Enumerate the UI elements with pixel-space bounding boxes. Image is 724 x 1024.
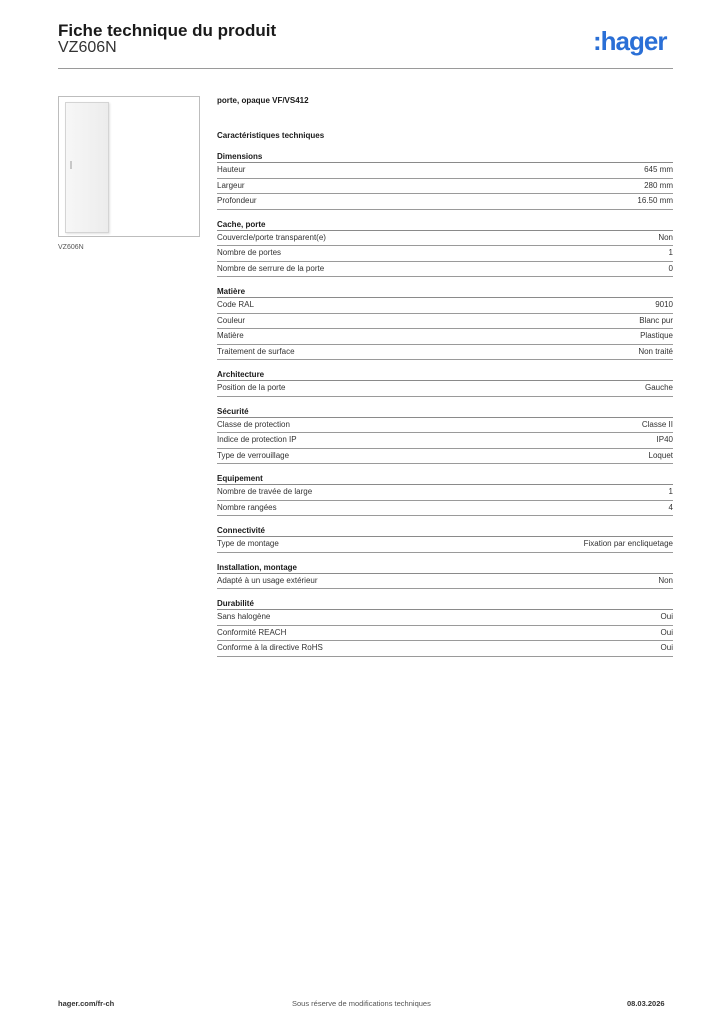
spec-value: Plastique [640, 331, 673, 340]
spec-label: Traitement de surface [217, 346, 295, 356]
section-title: Durabilité [217, 598, 673, 610]
section-title: Dimensions [217, 151, 673, 163]
spec-label: Type de verrouillage [217, 450, 290, 460]
spec-value: 280 mm [644, 180, 673, 190]
spec-row [217, 418, 673, 434]
footer-date: 08.03.2026 [627, 999, 665, 1008]
spec-label: Nombre de portes [217, 248, 282, 257]
spec-value: 1 [668, 487, 673, 496]
spec-value: Oui [660, 627, 673, 637]
spec-table [217, 150, 673, 666]
section-title: Cache, porte [217, 219, 673, 231]
spec-label: Code RAL [217, 300, 254, 309]
spec-label: Nombre rangées [217, 502, 277, 512]
spec-row [217, 626, 673, 642]
spec-value: Fixation par encliquetage [583, 539, 673, 548]
spec-label: Position de la porte [217, 383, 286, 392]
spec-row [217, 194, 673, 210]
product-code: VZ606N [58, 39, 117, 56]
spec-label: Nombre de travée de large [217, 487, 313, 496]
spec-row [217, 329, 673, 345]
spec-row [217, 298, 673, 314]
spec-section [217, 473, 673, 516]
spec-value: Classe II [641, 419, 673, 429]
spec-row [217, 246, 673, 262]
spec-value: 1 [668, 248, 673, 257]
spec-section [217, 598, 673, 657]
spec-label: Couvercle/porte transparent(e) [217, 232, 326, 242]
spec-value: Gauche [644, 383, 673, 392]
spec-row [217, 231, 673, 247]
spec-section [217, 562, 673, 590]
spec-row [217, 345, 673, 361]
spec-label: Sans halogène [217, 612, 271, 621]
section-title: Architecture [217, 369, 673, 381]
spec-label: Conformité REACH [217, 627, 287, 637]
spec-row [217, 433, 673, 449]
spec-label: Adapté à un usage extérieur [217, 575, 318, 585]
spec-label: Indice de protection IP [217, 435, 297, 444]
spec-label: Matière [217, 331, 244, 340]
spec-value: 9010 [655, 300, 673, 309]
spec-row [217, 537, 673, 553]
product-description: porte, opaque VF/VS412 [217, 96, 309, 105]
spec-row [217, 449, 673, 465]
spec-value: Oui [660, 643, 673, 652]
door-image [65, 102, 109, 233]
spec-value: Non [658, 575, 673, 585]
spec-value: Non [658, 232, 673, 242]
spec-row [217, 163, 673, 179]
spec-label: Largeur [217, 180, 245, 190]
spec-section [217, 151, 673, 210]
door-handle [70, 161, 72, 169]
spec-section [217, 286, 673, 360]
section-title: Equipement [217, 473, 673, 485]
spec-value: Non traité [638, 346, 673, 356]
spec-row [217, 610, 673, 626]
spec-value: Oui [660, 612, 673, 621]
spec-value: Loquet [648, 450, 673, 460]
hager-logo[interactable]: :hager [593, 26, 667, 56]
spec-row [217, 262, 673, 278]
spec-section [217, 219, 673, 278]
page-title: Fiche technique du produit [58, 21, 277, 40]
spec-label: Type de montage [217, 539, 279, 548]
spec-value: IP40 [656, 435, 673, 444]
spec-label: Classe de protection [217, 419, 290, 429]
spec-value: 16.50 mm [637, 196, 673, 205]
spec-label: Couleur [217, 315, 246, 325]
spec-label: Profondeur [217, 196, 257, 205]
spec-row [217, 381, 673, 397]
product-image [58, 96, 200, 237]
header-divider [58, 68, 673, 69]
spec-value: 4 [668, 502, 673, 512]
spec-section [217, 525, 673, 553]
spec-label: Hauteur [217, 165, 246, 174]
spec-row [217, 574, 673, 590]
image-caption: VZ606N [58, 244, 84, 251]
tech-heading: Caractéristiques techniques [217, 131, 325, 140]
spec-label: Conforme à la directive RoHS [217, 643, 323, 652]
spec-row [217, 501, 673, 517]
spec-value: 0 [668, 263, 673, 273]
spec-row [217, 179, 673, 195]
section-title: Connectivité [217, 525, 673, 537]
footer-website[interactable]: hager.com/fr-ch [58, 999, 115, 1008]
spec-value: Blanc pur [639, 315, 673, 325]
spec-section [217, 369, 673, 397]
section-title: Installation, montage [217, 562, 673, 574]
spec-row [217, 485, 673, 501]
spec-section [217, 406, 673, 465]
footer-notice: Sous réserve de modifications techniques [292, 999, 431, 1008]
spec-row [217, 314, 673, 330]
section-title: Sécurité [217, 406, 673, 418]
spec-row [217, 641, 673, 657]
section-title: Matière [217, 286, 673, 298]
spec-label: Nombre de serrure de la porte [217, 263, 325, 273]
spec-value: 645 mm [644, 165, 673, 174]
